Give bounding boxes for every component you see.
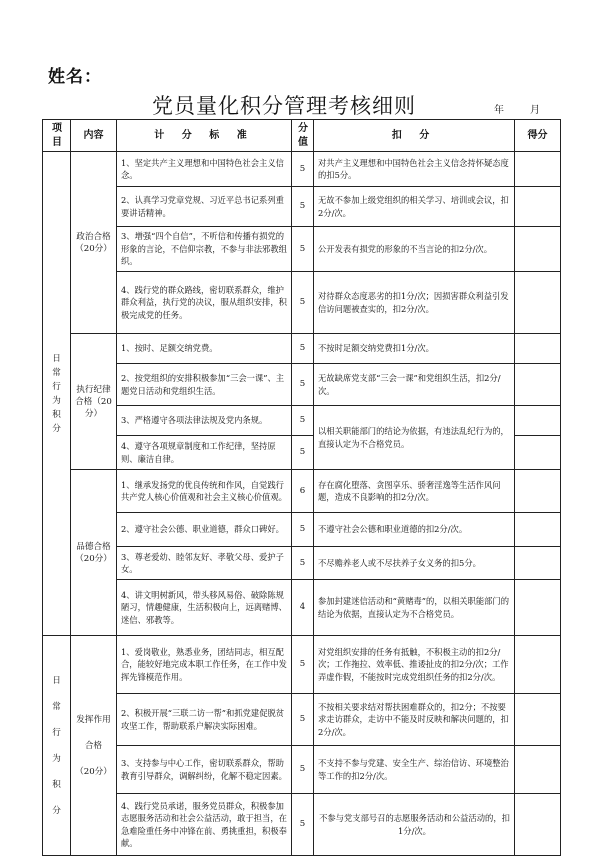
col-deduction-header: 扣 分 bbox=[314, 120, 515, 152]
score-input-cell[interactable] bbox=[515, 580, 561, 636]
section1-item: 日常行为积分 bbox=[43, 152, 71, 636]
category-morality: 品德合格（20分） bbox=[71, 470, 117, 636]
col-content-header: 内容 bbox=[71, 120, 117, 152]
deduction-cell: 参加封建迷信活动和“黄赌毒”的，以相关职能部门的结论为依据，直接认定为不合格党员。 bbox=[314, 580, 515, 636]
score-input-cell[interactable] bbox=[515, 694, 561, 746]
table-row bbox=[43, 580, 561, 636]
table-row bbox=[43, 334, 561, 364]
deduction-cell: 不按时足额交纳党费扣1分/次。 bbox=[314, 334, 515, 364]
category-discipline: 执行纪律合格（20分） bbox=[71, 334, 117, 470]
score-input-cell[interactable] bbox=[515, 152, 561, 187]
table-row bbox=[43, 187, 561, 227]
standard-cell: 4、践行党员承诺，服务党员群众，积极参加志愿服务活动和社会公益活动，敢于担当，在急难险重任务中冲锋在前、勇挑重担，积极奉献。 bbox=[117, 794, 292, 856]
deduction-cell: 不参与党支部号召的志愿服务活动和公益活动的，扣1分/次。 bbox=[314, 794, 515, 856]
standard-cell: 2、积极开展“三联二访一帮”和抓党建促脱贫攻坚工作，帮助联系户解决实际困难。 bbox=[117, 694, 292, 746]
points-cell: 5 bbox=[292, 364, 314, 406]
category-role-points: （20分） bbox=[75, 766, 112, 777]
deduction-cell: 对党组织安排的任务有抵触，不积极主动的扣2分/次；工作拖拉、效率低、推诿扯皮的扣2分/次；工作弄虚作假，不能按时完成党组织任务的扣2分/次。 bbox=[314, 636, 515, 694]
points-cell: 5 bbox=[292, 227, 314, 272]
col-score-header: 得分 bbox=[515, 120, 561, 152]
points-cell: 5 bbox=[292, 694, 314, 746]
score-input-cell[interactable] bbox=[515, 187, 561, 227]
standard-cell: 3、增强“四个自信”，不听信和传播有损党的形象的言论，不信仰宗教，不参与非法邪教组织。 bbox=[117, 227, 292, 272]
table-row bbox=[43, 152, 561, 187]
points-cell: 4 bbox=[292, 580, 314, 636]
points-cell: 5 bbox=[292, 513, 314, 547]
month-label: 月 bbox=[530, 105, 540, 116]
points-cell: 5 bbox=[292, 152, 314, 187]
assessment-table bbox=[42, 119, 561, 856]
standard-cell: 4、遵守各项规章制度和工作纪律，坚持原则、廉洁自律。 bbox=[117, 436, 292, 470]
deduction-cell: 无故缺席党支部“三会一课”和党组织生活，扣2分/次。 bbox=[314, 364, 515, 406]
points-cell: 5 bbox=[292, 794, 314, 856]
points-cell: 5 bbox=[292, 636, 314, 694]
points-cell: 5 bbox=[292, 547, 314, 580]
table-row bbox=[43, 794, 561, 856]
deduction-cell: 不遵守社会公德和职业道德的扣2分/次。 bbox=[314, 513, 515, 547]
category-political: 政治合格（20分） bbox=[71, 152, 117, 334]
table-row bbox=[43, 636, 561, 694]
deduction-cell: 不支持不参与党建、安全生产、综治信访、环境整治等工作的扣2分/次。 bbox=[314, 746, 515, 794]
score-input-cell[interactable] bbox=[515, 636, 561, 694]
year-label: 年 bbox=[494, 105, 504, 116]
standard-cell: 2、遵守社会公德、职业道德，群众口碑好。 bbox=[117, 513, 292, 547]
points-cell: 5 bbox=[292, 746, 314, 794]
deduction-cell-merged: 以相关职能部门的结论为依据，有违法乱纪行为的，直接认定为不合格党员。 bbox=[314, 406, 515, 470]
standard-cell: 3、严格遵守各项法律法规及党内条规。 bbox=[117, 406, 292, 436]
standard-cell: 4、讲文明树新风，带头移风易俗、破除陈规陋习，情趣健康，生活积极向上，远离赌博、迷信、邪教等。 bbox=[117, 580, 292, 636]
score-input-cell[interactable] bbox=[515, 272, 561, 334]
category-role bbox=[71, 636, 117, 856]
standard-cell: 1、继承发扬党的优良传统和作风，自觉践行共产党人核心价值观和社会主义核心价值观。 bbox=[117, 470, 292, 513]
deduction-cell: 存在腐化堕落、贪图享乐、骄奢淫逸等生活作风问题，造成不良影响的扣2分/次。 bbox=[314, 470, 515, 513]
points-cell: 5 bbox=[292, 272, 314, 334]
score-input-cell[interactable] bbox=[515, 746, 561, 794]
col-points-header: 分值 bbox=[292, 120, 314, 152]
category-role-title: 发挥作用合格 bbox=[76, 714, 111, 751]
deduction-cell: 不尽赡养老人或不尽扶养子女义务的扣5分。 bbox=[314, 547, 515, 580]
score-input-cell[interactable] bbox=[515, 334, 561, 364]
table-row bbox=[43, 694, 561, 746]
score-input-cell[interactable] bbox=[515, 364, 561, 406]
standard-cell: 2、认真学习党章党规、习近平总书记系列重要讲话精神。 bbox=[117, 187, 292, 227]
col-item-header: 项目 bbox=[43, 120, 71, 152]
score-input-cell[interactable] bbox=[515, 436, 561, 470]
deduction-cell: 公开发表有损党的形象的不当言论的扣2分/次。 bbox=[314, 227, 515, 272]
name-label: 姓名： bbox=[48, 67, 102, 87]
points-cell: 5 bbox=[292, 187, 314, 227]
score-input-cell[interactable] bbox=[515, 227, 561, 272]
table-row bbox=[43, 547, 561, 580]
standard-cell: 3、支持参与中心工作，密切联系群众，帮助教育引导群众，调解纠纷，化解不稳定因素。 bbox=[117, 746, 292, 794]
points-cell: 5 bbox=[292, 406, 314, 436]
score-input-cell[interactable] bbox=[515, 794, 561, 856]
standard-cell: 3、尊老爱幼、睦邻友好、孝敬父母、爱护子女。 bbox=[117, 547, 292, 580]
deduction-cell: 对共产主义理想和中国特色社会主义信念持怀疑态度的扣5分。 bbox=[314, 152, 515, 187]
table-row bbox=[43, 227, 561, 272]
deduction-cell: 对待群众态度恶劣的扣1分/次；因损害群众利益引发信访问题被查实的，扣2分/次。 bbox=[314, 272, 515, 334]
table-row bbox=[43, 364, 561, 406]
standard-cell: 2、按党组织的安排积极参加“三会一课”、主题党日活动和党组织生活。 bbox=[117, 364, 292, 406]
points-cell: 6 bbox=[292, 470, 314, 513]
page-title: 党员量化积分管理考核细则 bbox=[152, 94, 416, 118]
standard-cell: 1、坚定共产主义理想和中国特色社会主义信念。 bbox=[117, 152, 292, 187]
deduction-cell: 无故不参加上级党组织的相关学习、培训或会议，扣2分/次。 bbox=[314, 187, 515, 227]
table-row bbox=[43, 406, 561, 436]
score-input-cell[interactable] bbox=[515, 406, 561, 436]
standard-cell: 4、践行党的群众路线，密切联系群众，维护群众利益，执行党的决议，服从组织安排，积极完成党的任务。 bbox=[117, 272, 292, 334]
points-cell: 5 bbox=[292, 436, 314, 470]
score-input-cell[interactable] bbox=[515, 547, 561, 580]
section2-item: 日常行为积分 bbox=[43, 636, 71, 856]
table-row bbox=[43, 513, 561, 547]
standard-cell: 1、按时、足额交纳党费。 bbox=[117, 334, 292, 364]
table-row bbox=[43, 746, 561, 794]
score-input-cell[interactable] bbox=[515, 513, 561, 547]
deduction-cell: 不按相关要求结对帮扶困难群众的，扣2分；不按要求走访群众，走访中不能及时反映和解决问题的，扣2分/次。 bbox=[314, 694, 515, 746]
points-cell: 5 bbox=[292, 334, 314, 364]
score-input-cell[interactable] bbox=[515, 470, 561, 513]
table-row bbox=[43, 272, 561, 334]
header-row bbox=[43, 120, 561, 152]
table-row bbox=[43, 470, 561, 513]
col-standard-header: 计 分 标 准 bbox=[117, 120, 292, 152]
standard-cell: 1、爱岗敬业，熟悉业务，团结同志，相互配合，能较好地完成本职工作任务，在工作中发挥先锋模范作用。 bbox=[117, 636, 292, 694]
